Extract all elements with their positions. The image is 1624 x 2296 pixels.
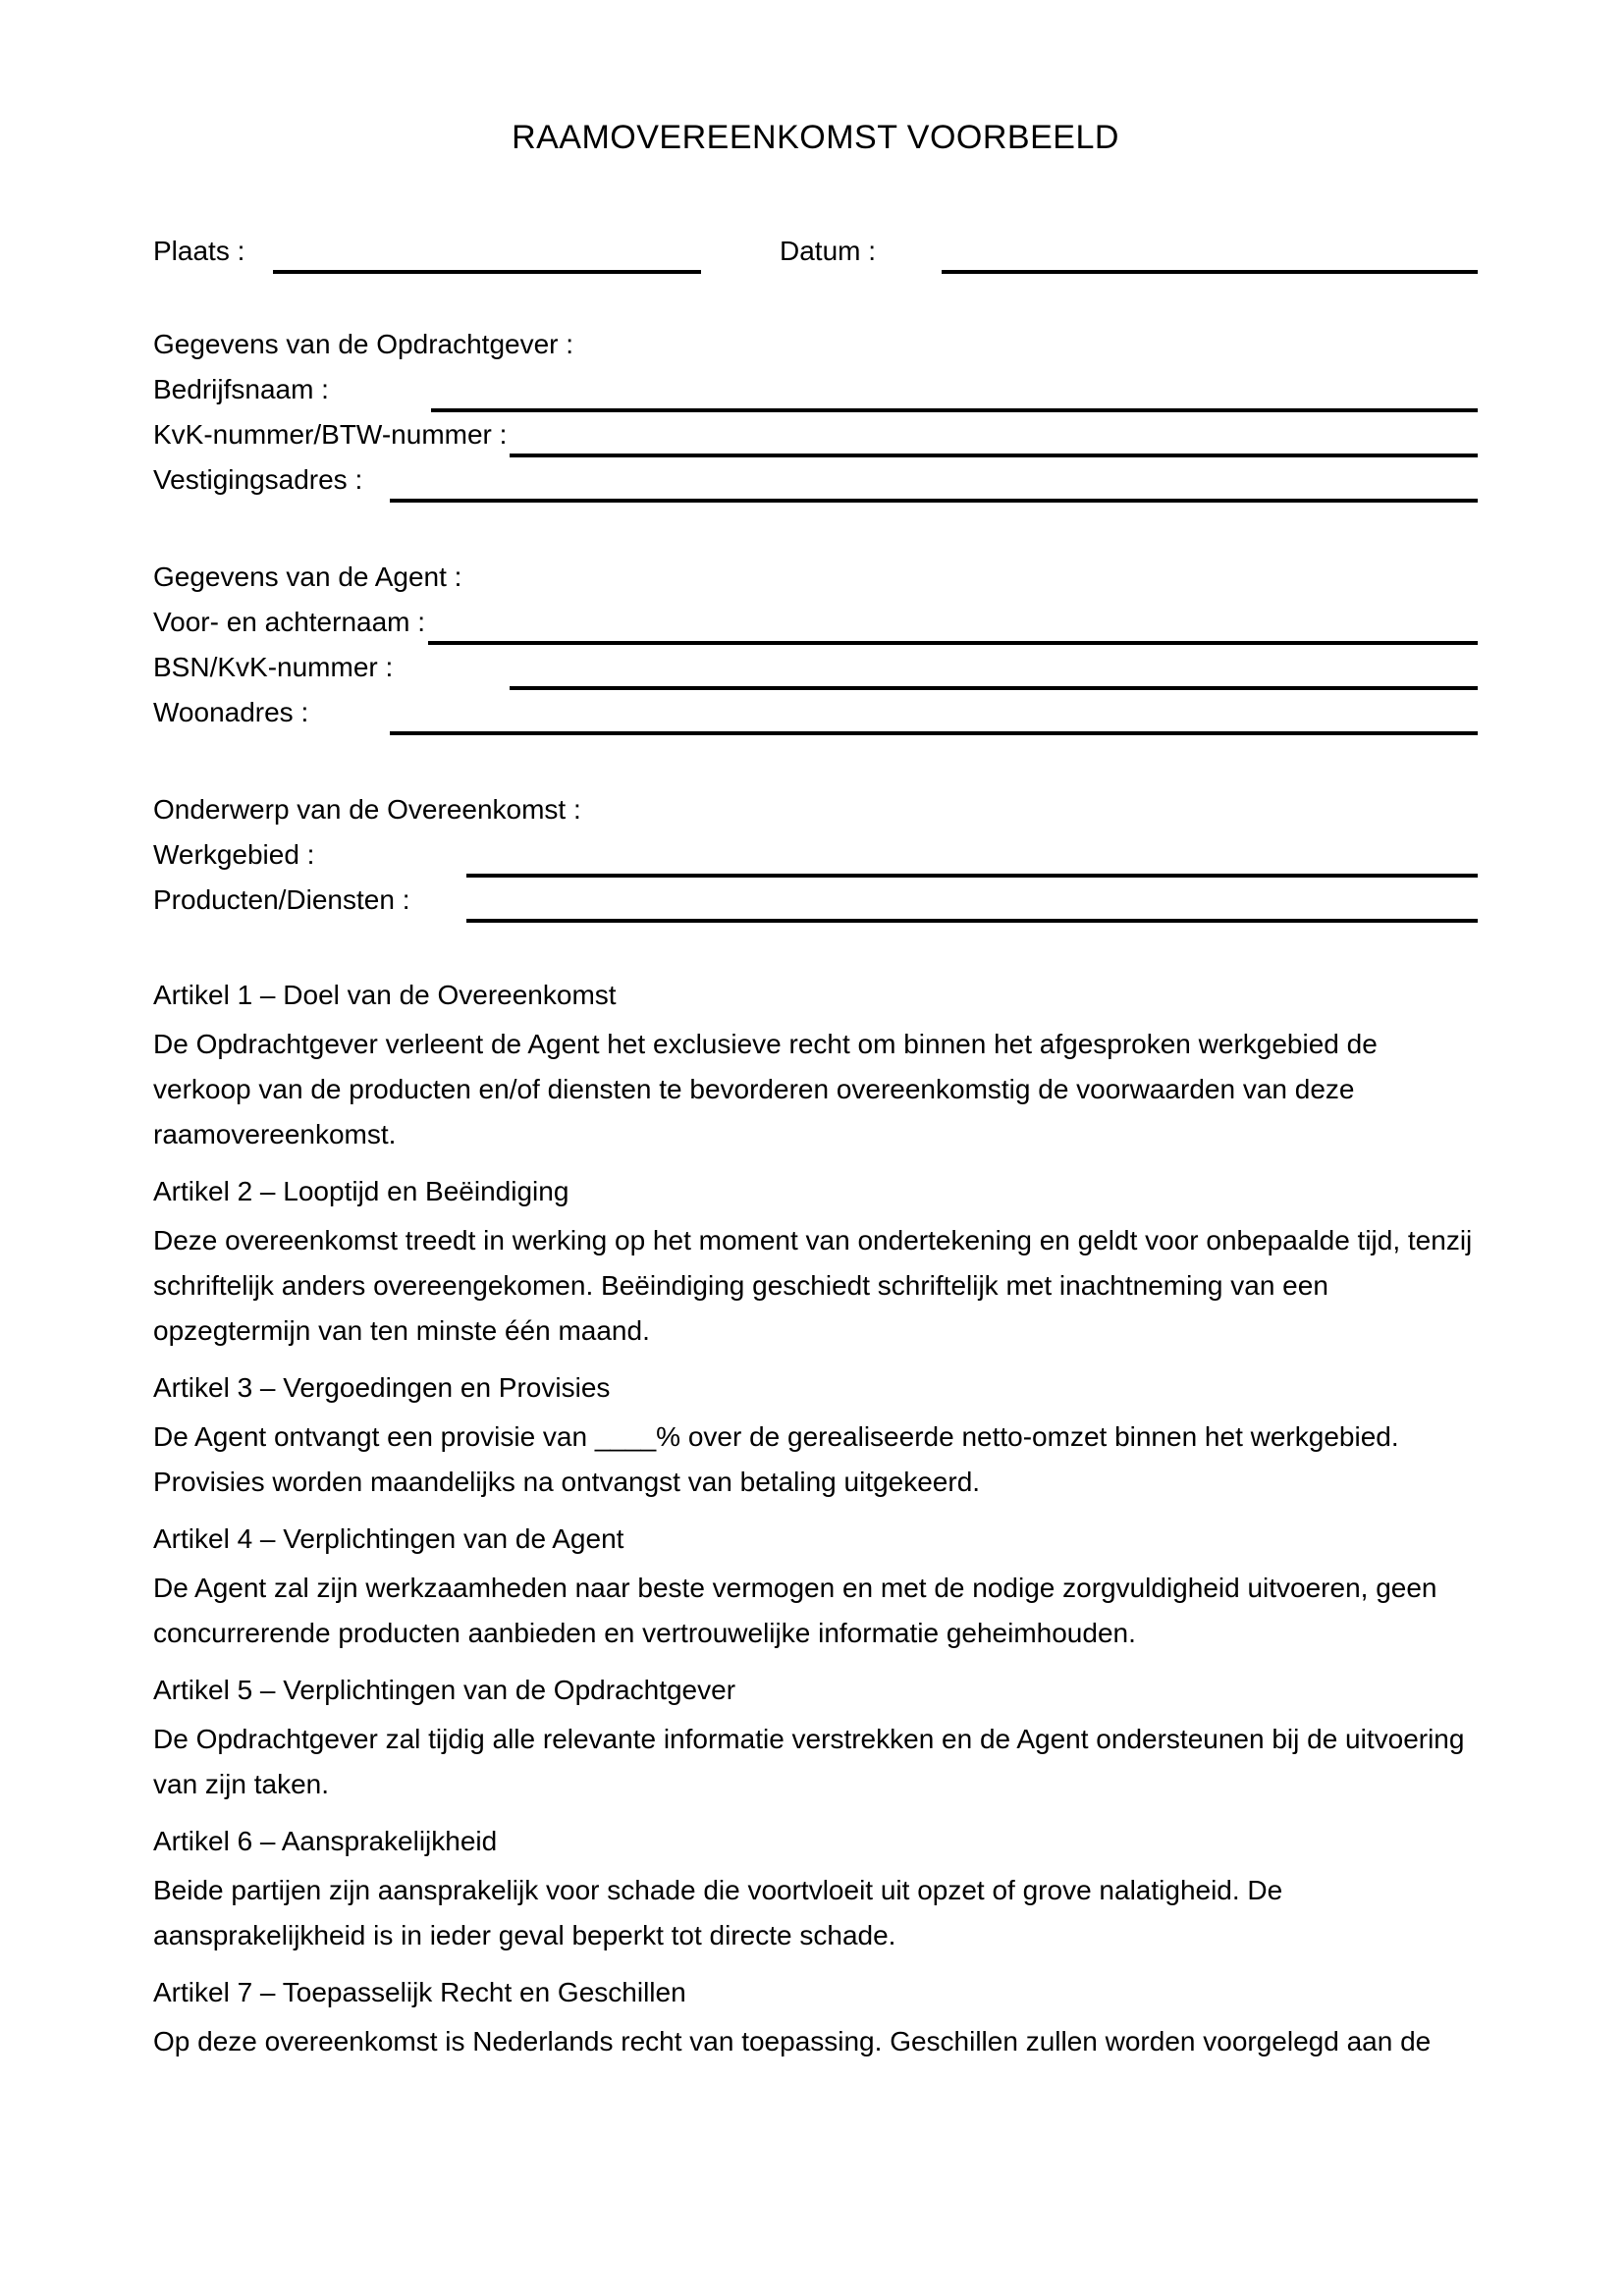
field-row-werkgebied [153, 832, 1478, 878]
voor-en-achternaam-blank-line [428, 600, 1478, 645]
article-3-body: De Agent ontvangt een provisie van ____% over de gerealiseerde netto-omzet binnen het werkgebied. Provisies worden maandelijks na ontvangst van betaling uitgekeerd. [153, 1421, 1399, 1497]
article-7-title: Artikel 7 – Toepasselijk Recht en Geschillen [153, 1977, 686, 2007]
woonadres-label: Woonadres : [153, 697, 309, 727]
article-4-body: De Agent zal zijn werkzaamheden naar beste vermogen en met de nodige zorgvuldigheid uitvoeren, geen concurrerende producten aanbieden en vertrouwelijke informatie geheimhouden. [153, 1573, 1437, 1648]
articles-section [153, 973, 1478, 2064]
field-row-bsn-kvk [153, 645, 1478, 690]
section-heading-opdrachtgever: Gegevens van de Opdrachtgever : [153, 329, 574, 359]
article-2 [153, 1169, 1478, 1354]
article-4 [153, 1517, 1478, 1656]
datum-label: Datum : [780, 236, 877, 266]
article-1 [153, 973, 1478, 1157]
article-6-body: Beide partijen zijn aansprakelijk voor schade die voortvloeit uit opzet of grove nalatigheid. De aansprakelijkheid is in ieder geval beperkt tot directe schade. [153, 1875, 1283, 1950]
article-6-title: Artikel 6 – Aansprakelijkheid [153, 1826, 498, 1856]
vestigingsadres-label: Vestigingsadres : [153, 464, 363, 495]
article-1-title: Artikel 1 – Doel van de Overeenkomst [153, 980, 617, 1010]
article-7-body: Op deze overeenkomst is Nederlands recht van toepassing. Geschillen zullen worden voorgelegd aan de [153, 2026, 1432, 2056]
producten-diensten-label: Producten/Diensten : [153, 884, 410, 915]
bsn-kvk-label: BSN/KvK-nummer : [153, 652, 394, 682]
article-5-title: Artikel 5 – Verplichtingen van de Opdrachtgever [153, 1675, 736, 1705]
field-row-vestigingsadres [153, 457, 1478, 503]
section-heading-agent: Gegevens van de Agent : [153, 561, 462, 592]
article-7 [153, 1970, 1478, 2064]
werkgebied-blank-line [466, 832, 1478, 878]
field-row-voor-en-achternaam [153, 600, 1478, 645]
bsn-kvk-blank-line [510, 645, 1478, 690]
article-2-title: Artikel 2 – Looptijd en Beëindiging [153, 1176, 569, 1206]
page-title: RAAMOVEREENKOMST VOORBEELD [512, 119, 1119, 156]
article-5 [153, 1668, 1478, 1807]
field-row-producten-diensten [153, 878, 1478, 923]
article-3 [153, 1365, 1478, 1505]
article-3-title: Artikel 3 – Vergoedingen en Provisies [153, 1372, 611, 1403]
kvk-btw-blank-line [510, 412, 1478, 457]
field-row-bedrijfsnaam [153, 367, 1478, 412]
plaats-blank-line [273, 229, 701, 274]
section-heading-onderwerp: Onderwerp van de Overeenkomst : [153, 794, 581, 825]
vestigingsadres-blank-line [390, 457, 1478, 503]
werkgebied-label: Werkgebied : [153, 839, 315, 870]
bedrijfsnaam-blank-line [431, 367, 1478, 412]
woonadres-blank-line [390, 690, 1478, 735]
plaats-datum-row [153, 229, 1478, 274]
plaats-label: Plaats : [153, 236, 245, 266]
article-2-body: Deze overeenkomst treedt in werking op het moment van ondertekening en geldt voor onbepaalde tijd, tenzij schriftelijk anders overeengekomen. Beëindiging geschiedt schriftelijk met inachtneming van een opzegtermijn van ten minste één maand. [153, 1225, 1473, 1346]
datum-blank-line [942, 229, 1478, 274]
spacer [701, 229, 780, 274]
producten-diensten-blank-line [466, 878, 1478, 923]
kvk-btw-label: KvK-nummer/BTW-nummer : [153, 419, 508, 450]
article-1-body: De Opdrachtgever verleent de Agent het exclusieve recht om binnen het afgesproken werkgebied de verkoop van de producten en/of diensten te bevorderen overeenkomstig de voorwaarden van deze raamovereenkomst. [153, 1029, 1378, 1149]
field-row-woonadres [153, 690, 1478, 735]
article-4-title: Artikel 4 – Verplichtingen van de Agent [153, 1523, 624, 1554]
field-row-kvk-btw [153, 412, 1478, 457]
article-5-body: De Opdrachtgever zal tijdig alle relevante informatie verstrekken en de Agent ondersteunen bij de uitvoering van zijn taken. [153, 1724, 1465, 1799]
bedrijfsnaam-label: Bedrijfsnaam : [153, 374, 329, 404]
voor-en-achternaam-label: Voor- en achternaam : [153, 607, 426, 637]
article-6 [153, 1819, 1478, 1958]
